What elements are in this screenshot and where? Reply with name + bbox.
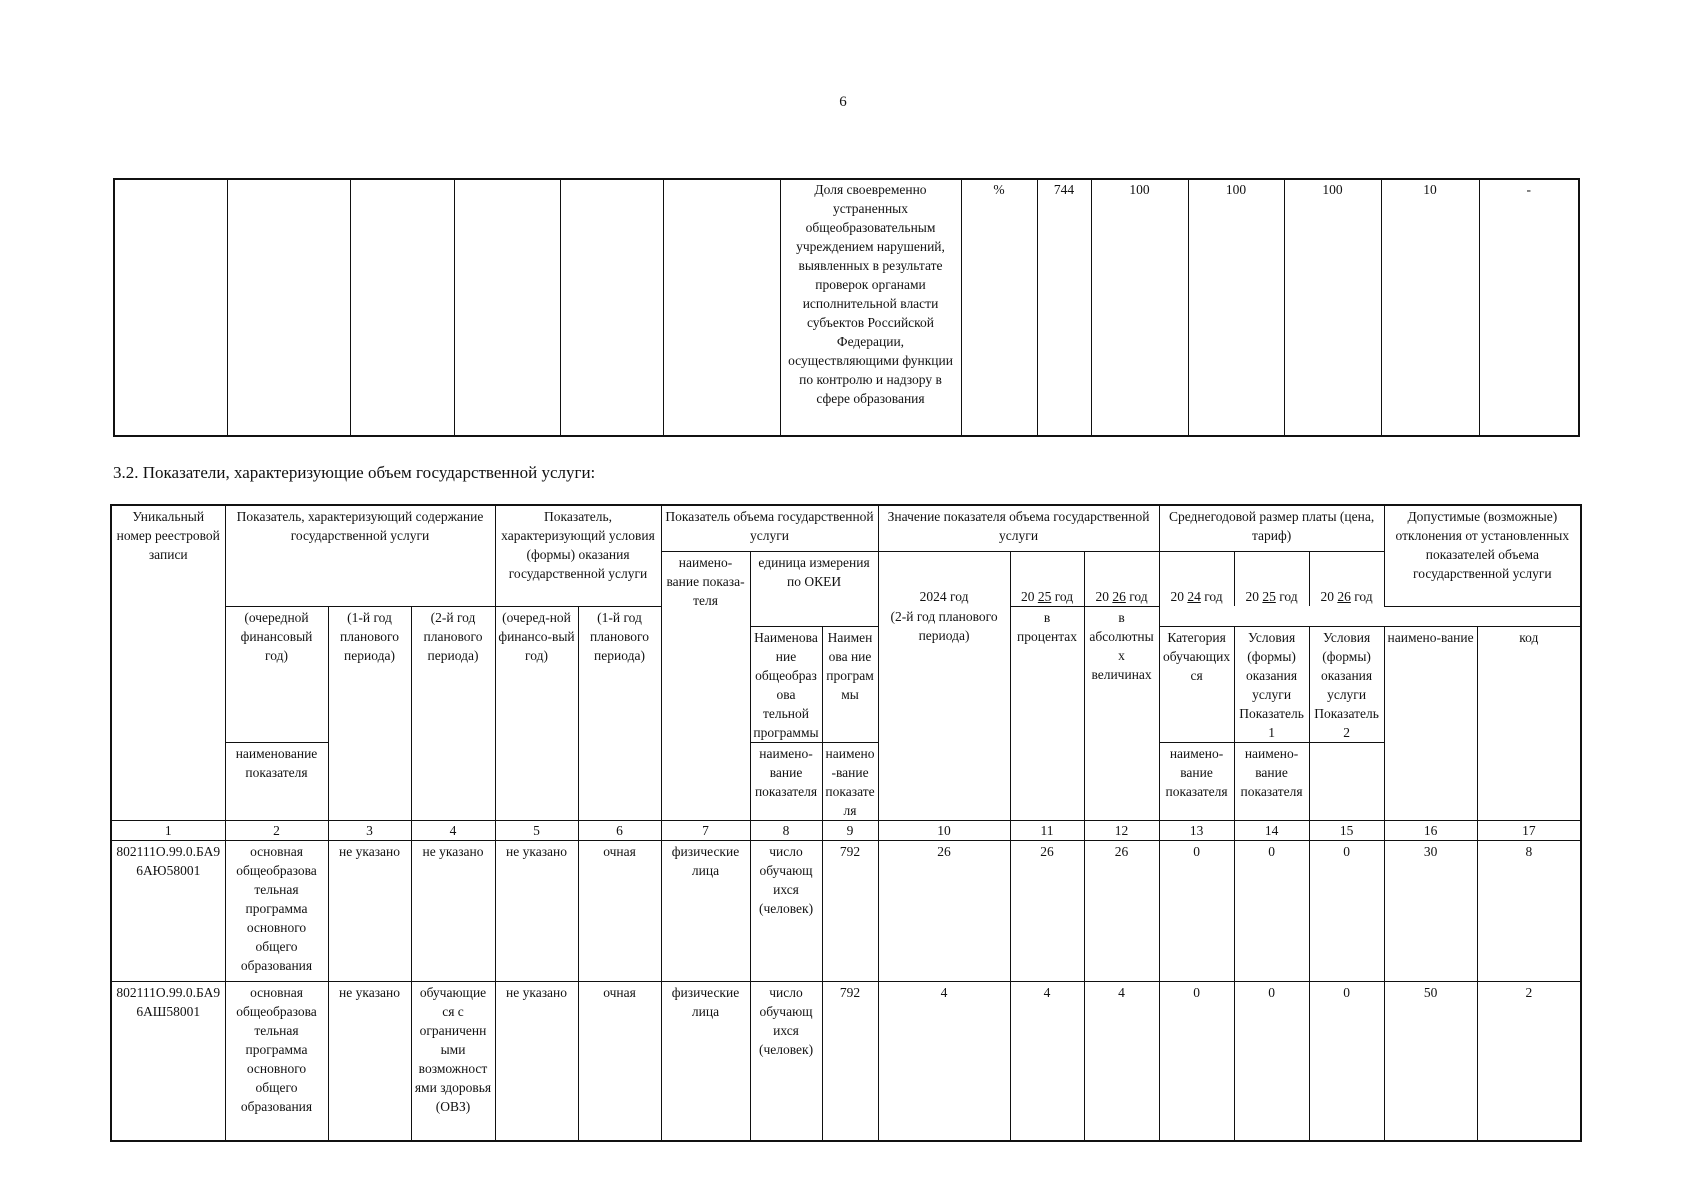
program: не указано xyxy=(328,840,411,981)
deviation-percent: 50 xyxy=(1384,981,1477,1141)
year-suffix: 24 xyxy=(1187,589,1201,604)
unit-code: 792 xyxy=(822,840,878,981)
unit-name: число обучающ ихся (человек) xyxy=(750,981,822,1141)
table-row xyxy=(111,840,1581,981)
value-2024: 26 xyxy=(878,840,1010,981)
quality-indicators-continuation-table xyxy=(113,178,1580,437)
header-volume-group: Показатель объема государственной услуги xyxy=(661,505,878,551)
header-year-2026 xyxy=(1084,551,1159,606)
column-number: 10 xyxy=(878,820,1010,840)
header-category: Категория обучающих ся xyxy=(1159,626,1234,742)
header-deviation-absolute: в абсолютных величинах xyxy=(1084,606,1159,820)
fee-2025: 0 xyxy=(1234,981,1309,1141)
header-unit-okei: единица измерения по ОКЕИ xyxy=(750,551,878,626)
column-number: 6 xyxy=(578,820,661,840)
column-number: 12 xyxy=(1084,820,1159,840)
header-year-2026-subtitle: (2-й год планового периода) xyxy=(411,606,495,820)
header-fee-year-2025 xyxy=(1234,551,1309,606)
year-word: год xyxy=(1204,589,1223,604)
condition-2: очная xyxy=(578,981,661,1141)
column-number: 8 xyxy=(750,820,822,840)
column-number: 14 xyxy=(1234,820,1309,840)
fee-2024: 0 xyxy=(1159,840,1234,981)
program: не указано xyxy=(328,981,411,1141)
year-prefix: 20 xyxy=(1170,589,1184,604)
subheader-indicator-name: наимено-вание показателя xyxy=(750,742,822,820)
fee-2025: 0 xyxy=(1234,840,1309,981)
program-name: основная общеобразова тельная программа основного общего образования xyxy=(225,981,328,1141)
subheader-indicator-name: наименование показателя xyxy=(225,742,328,820)
fee-2026: 0 xyxy=(1309,840,1384,981)
header-year-2024-subtitle: (очередной финансовый год) xyxy=(225,606,328,742)
fee-2026: 0 xyxy=(1309,981,1384,1141)
header-condition-2: Условия (формы) оказания услуги Показатель 2 xyxy=(1309,626,1384,742)
header-deviation-percent: в процентах xyxy=(1010,606,1084,820)
header-program-name: Наименование общеобразова тельной программы xyxy=(750,626,822,742)
header-fee-year-2026 xyxy=(1309,551,1384,606)
empty-cell xyxy=(350,179,454,436)
header-volume-value-group: Значение показателя объема государственной услуги xyxy=(878,505,1159,551)
header-fee-year-2024 xyxy=(1159,551,1234,606)
quality-okei-code: 744 xyxy=(1037,179,1091,436)
column-number: 11 xyxy=(1010,820,1084,840)
header-conditions-group: Показатель, характеризующий условия (формы) оказания государственной услуги xyxy=(495,505,661,606)
volume-indicators-table xyxy=(110,504,1582,1142)
unit-name: число обучающ ихся (человек) xyxy=(750,840,822,981)
year-prefix: 20 xyxy=(1095,588,1109,604)
quality-value-2025: 100 xyxy=(1188,179,1284,436)
deviation-absolute: 8 xyxy=(1477,840,1581,981)
header-year-2024: 2024 год xyxy=(878,551,1010,606)
condition-1: не указано xyxy=(495,840,578,981)
registry-number: 802111О.99.0.БА96АЮ58001 xyxy=(111,840,225,981)
year-word: год xyxy=(1054,588,1074,604)
year-suffix: 25 xyxy=(1037,588,1052,604)
header-unit-name: наимено-вание xyxy=(1384,626,1477,820)
empty-cell xyxy=(227,179,350,436)
header-year-2025-subtitle: (1-й год планового периода) xyxy=(328,606,411,820)
column-number: 13 xyxy=(1159,820,1234,840)
year-word: год xyxy=(1354,589,1373,604)
volume-indicator: физические лица xyxy=(661,840,750,981)
page-number: 6 xyxy=(839,94,847,110)
year-prefix: 20 xyxy=(1020,588,1035,604)
value-2026: 26 xyxy=(1084,840,1159,981)
quality-indicator-name: Доля своевременно устраненных общеобразовательным учреждением нарушений, выявленных в результате проверок органами исполнительной власти субъектов Российской Федерации, осуществляющими функции по контролю и надзору в сфере образования xyxy=(780,179,961,436)
header-fee-2025-subtitle: (1-й год планового периода) xyxy=(578,606,661,820)
volume-indicator: физические лица xyxy=(661,981,750,1141)
column-number: 7 xyxy=(661,820,750,840)
quality-unit: % xyxy=(961,179,1037,436)
quality-deviation-percent: 10 xyxy=(1381,179,1479,436)
header-indicator-name: наимено-вание показа-теля xyxy=(661,551,750,820)
year-suffix: 25 xyxy=(1262,589,1276,604)
condition-2: очная xyxy=(578,840,661,981)
column-number: 2 xyxy=(225,820,328,840)
year-prefix: 20 xyxy=(1245,589,1259,604)
column-number: 1 xyxy=(111,820,225,840)
registry-number: 802111О.99.0.БА96АШ58001 xyxy=(111,981,225,1141)
year-word: год xyxy=(1279,589,1298,604)
value-2026: 4 xyxy=(1084,981,1159,1141)
subheader-indicator-name: наимено-вание показателя xyxy=(1159,742,1234,820)
year-prefix: 20 xyxy=(1320,589,1334,604)
empty-cell xyxy=(454,179,560,436)
header-fee-group: Среднегодовой размер платы (цена, тариф) xyxy=(1159,505,1384,551)
value-2025: 26 xyxy=(1010,840,1084,981)
year-word: год xyxy=(1129,588,1148,604)
column-number: 9 xyxy=(822,820,878,840)
header-program: Наименова ние программы xyxy=(822,626,878,742)
column-number: 17 xyxy=(1477,820,1581,840)
empty-cell xyxy=(1309,742,1384,820)
column-number: 5 xyxy=(495,820,578,840)
header-unit-code: код xyxy=(1477,626,1581,820)
category: не указано xyxy=(411,840,495,981)
column-number: 16 xyxy=(1384,820,1477,840)
empty-cell xyxy=(560,179,663,436)
fee-2024: 0 xyxy=(1159,981,1234,1141)
quality-deviation-absolute: - xyxy=(1479,179,1579,436)
header-deviation-group: Допустимые (возможные) отклонения от установленных показателей объема государственной услуги xyxy=(1384,505,1581,606)
header-condition-1: Условия (формы) оказания услуги Показатель 1 xyxy=(1234,626,1309,742)
value-2024: 4 xyxy=(878,981,1010,1141)
category: обучающие ся с ограниченн ыми возможност ями здоровья (ОВЗ) xyxy=(411,981,495,1141)
header-fee-2024-subtitle: (очеред-ной финансо-вый год) xyxy=(495,606,578,820)
year-suffix: 26 xyxy=(1337,589,1351,604)
table-row xyxy=(111,981,1581,1141)
column-number: 4 xyxy=(411,820,495,840)
quality-value-2026: 100 xyxy=(1284,179,1381,436)
condition-1: не указано xyxy=(495,981,578,1141)
deviation-absolute: 2 xyxy=(1477,981,1581,1141)
subheader-indicator-name: наимено-вание показателя xyxy=(1234,742,1309,820)
column-number: 3 xyxy=(328,820,411,840)
header-unique-number: Уникальный номер реестровой записи xyxy=(111,505,225,820)
program-name: основная общеобразова тельная программа основного общего образования xyxy=(225,840,328,981)
value-2025: 4 xyxy=(1010,981,1084,1141)
unit-code: 792 xyxy=(822,981,878,1141)
deviation-percent: 30 xyxy=(1384,840,1477,981)
quality-value-2024: 100 xyxy=(1091,179,1188,436)
header-content-group: Показатель, характеризующий содержание государственной услуги xyxy=(225,505,495,606)
empty-cell xyxy=(663,179,780,436)
subheader-indicator-name: наимено-вание показателя xyxy=(822,742,878,820)
header-fee-2026-subtitle: (2-й год планового периода) xyxy=(878,606,1010,820)
column-number: 15 xyxy=(1309,820,1384,840)
header-year-2025 xyxy=(1010,551,1084,606)
section-title: 3.2. Показатели, характеризующие объем государственной услуги: xyxy=(113,463,596,482)
empty-cell xyxy=(114,179,227,436)
year-suffix: 26 xyxy=(1112,588,1126,604)
